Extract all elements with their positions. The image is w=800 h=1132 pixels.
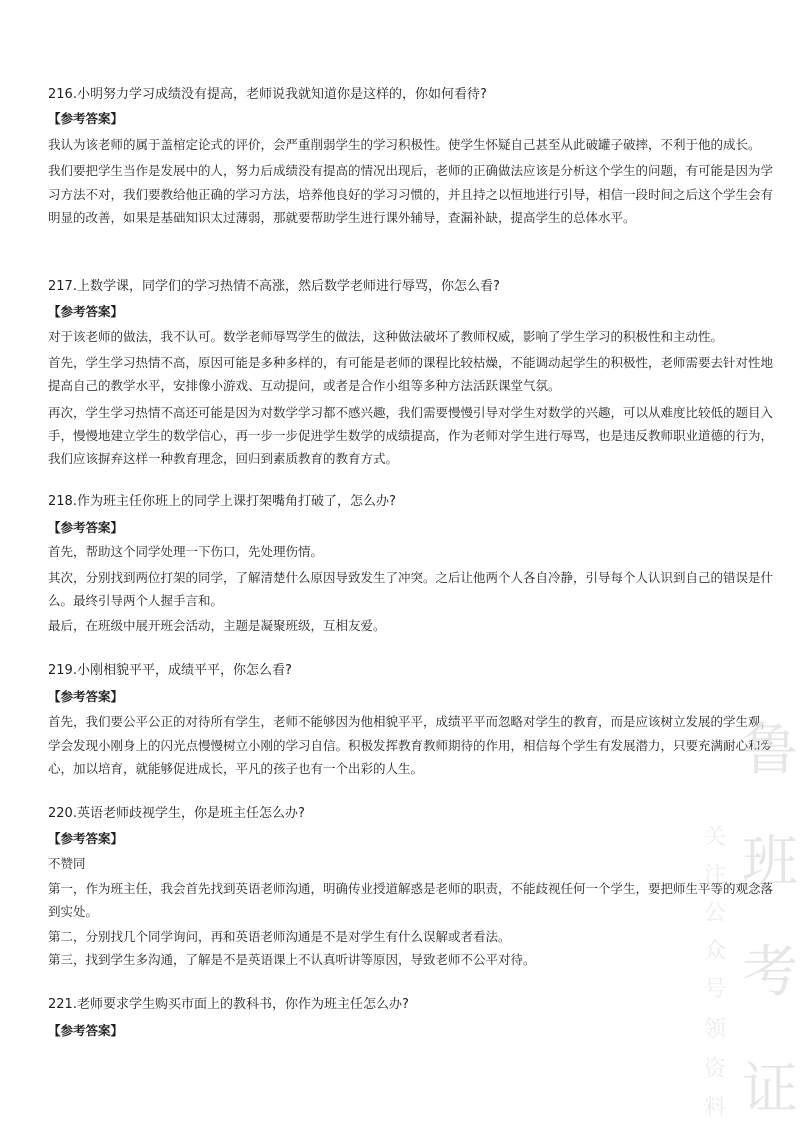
watermark-char: 众 — [704, 939, 727, 964]
answer-line: 首先，我们要公平公正的对待所有学生，老师不能够因为他相貌平平，成绩平平而忽略对学生的教育，而是应该树立发展的学生观， — [48, 714, 774, 729]
watermark-char: 资 — [704, 1057, 727, 1082]
answer-line: 提高自己的教学水平，安排像小游戏、互动提问，或者是合作小组等多种方法活跃课堂气氛。 — [48, 378, 561, 393]
answer-label: 【参考答案】 — [48, 111, 124, 126]
answer-line: 对于该老师的做法，我不认可。数学老师辱骂学生的做法，这种做法破坏了教师权威，影响了学生学习的积极性和主动性。 — [48, 329, 724, 344]
answer-label: 【参考答案】 — [48, 689, 124, 704]
answer-line: 习方法不对，我们要教给他正确的学习方法，培养他良好的学习习惯的，并且持之以恒地进行引导，相信一段时间之后这个学生会有 — [48, 187, 774, 202]
answer-line: 明显的改善，如果是基础知识太过薄弱，那就要帮助学生进行课外辅导，查漏补缺，提高学生的总体水平。 — [48, 210, 636, 225]
answer-line: 再次，学生学习热情不高还可能是因为对数学学习都不感兴趣，我们需要慢慢引导对学生对数学的兴趣，可以从难度比较低的题目入 — [48, 405, 774, 420]
question-title: 217.上数学课，同学们的学习热情不高涨，然后数学老师进行辱骂，你怎么看? — [48, 279, 500, 294]
watermark-char: 料 — [704, 1095, 727, 1120]
answer-line: 我们应该摒弃这样一种教育理念，回归到素质教育的教育方式。 — [48, 451, 399, 466]
watermark-char: 注 — [704, 863, 727, 888]
answer-line: 手，慢慢地建立学生的数学信心，再一步一步促进学生数学的成绩提高，作为老师对学生进行辱骂，也是违反教师职业道德的行为， — [48, 428, 774, 443]
answer-line: 首先，帮助这个同学处理一下伤口，先处理伤情。 — [48, 544, 324, 559]
answer-line: 我认为该老师的属于盖棺定论式的评价，会严重削弱学生的学习积极性。使学生怀疑自己甚至从此破罐子破摔，不利于他的成长。 — [48, 137, 761, 152]
watermark-char: 号 — [704, 977, 727, 1002]
answer-line: 首先，学生学习热情不高，原因可能是多种多样的，有可能是老师的课程比较枯燥，不能调动起学生的积极性，老师需要去针对性地 — [48, 355, 774, 370]
answer-label: 【参考答案】 — [48, 1023, 124, 1038]
answer-line: 第二，分别找几个同学询问，再和英语老师沟通是不是对学生有什么误解或者看法。 — [48, 929, 511, 944]
answer-line: 我们要把学生当作是发展中的人，努力后成绩没有提高的情况出现后，老师的正确做法应该是分析这个学生的问题，有可能是因为学 — [48, 163, 774, 178]
question-title: 221.老师要求学生购买市面上的教科书，你作为班主任怎么办? — [48, 997, 409, 1012]
watermark-char: 证 — [742, 1057, 798, 1122]
answer-line: 不赞同 — [48, 856, 86, 871]
question-title: 216.小明努力学习成绩没有提高，老师说我就知道你是这样的，你如何看待? — [48, 87, 487, 102]
watermark-char: 班 — [742, 830, 798, 895]
question-title: 220.英语老师歧视学生，你是班主任怎么办? — [48, 806, 305, 821]
watermark-char: 鲁 — [742, 718, 798, 783]
watermark-char: 领 — [704, 1017, 727, 1042]
answer-line: 第一，作为班主任，我会首先找到英语老师沟通，明确传业授道解惑是老师的职责，不能歧视任何一个学生，要把师生平等的观念落 — [48, 881, 774, 896]
answer-label: 【参考答案】 — [48, 831, 124, 846]
answer-line: 第三，找到学生多沟通，了解是不是英语课上不认真听讲等原因，导致老师不公平对待。 — [48, 952, 536, 967]
answer-line: 最后，在班级中展开班会活动，主题是凝聚班级，互相友爱。 — [48, 618, 386, 633]
watermark-char: 公 — [704, 901, 727, 926]
watermark-char: 关 — [704, 825, 727, 850]
question-title: 219.小刚相貌平平，成绩平平，你怎么看? — [48, 663, 292, 678]
question-title: 218.作为班主任你班上的同学上课打架嘴角打破了，怎么办? — [48, 494, 396, 509]
answer-label: 【参考答案】 — [48, 520, 124, 535]
watermark-char: 考 — [742, 940, 798, 1005]
answer-label: 【参考答案】 — [48, 304, 124, 319]
answer-line: 学会发现小刚身上的闪光点慢慢树立小刚的学习自信。积极发挥教育教师期待的作用，相信每个学生有发展潜力，只要充满耐心和爱 — [48, 738, 774, 753]
answer-line: 到实处。 — [48, 904, 99, 919]
answer-line: 么。最终引导两个人握手言和。 — [48, 593, 224, 608]
answer-line: 其次，分别找到两位打架的同学，了解清楚什么原因导致发生了冲突。之后让他两个人各自冷静，引导每个人认识到自己的错误是什 — [48, 570, 774, 585]
answer-line: 心，加以培育，就能够促进成长，平凡的孩子也有一个出彩的人生。 — [48, 761, 424, 776]
